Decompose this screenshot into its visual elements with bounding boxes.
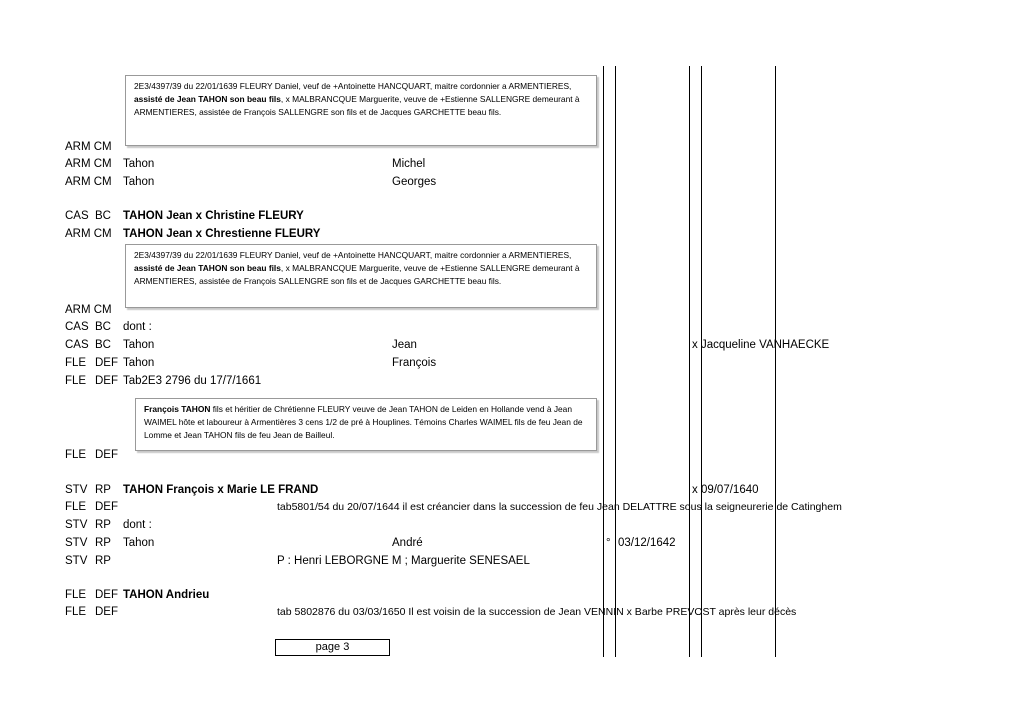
column-rule — [603, 66, 604, 657]
page-number-label: page 3 — [315, 641, 350, 653]
page-number-box — [275, 639, 390, 656]
note-box — [125, 244, 597, 308]
note-text: François TAHON fils et héritier de Chrétienne FLEURY veuve de Jean TAHON de Leiden en Hollande vend à Jean WAIMEL hôte et laboureur à Armentières 3 cens 1/2 de pré à Houplines. Témoins Charles WAIMEL fils de feu Jean de Lomme et Jean TAHON fils de feu Jean de Bailleul. — [144, 404, 583, 440]
column-rule — [615, 66, 616, 657]
note-box — [125, 75, 597, 146]
note-box — [135, 398, 597, 451]
column-rule — [701, 66, 702, 657]
note-text: 2E3/4397/39 du 22/01/1639 FLEURY Daniel, veuf de +Antoinette HANCQUART, maitre cordonnier a ARMENTIERES, assisté de Jean TAHON son beau fils, x MALBRANCQUE Marguerite, veuve de +Estienne SALLENGRE demeurant à ARMENTIERES, assistée de François SALLENGRE son fils et de Jacques GARCHETTE beau fils. — [134, 250, 580, 286]
column-rule — [689, 66, 690, 657]
column-rule — [775, 66, 776, 657]
note-text: 2E3/4397/39 du 22/01/1639 FLEURY Daniel, veuf de +Antoinette HANCQUART, maitre cordonnier a ARMENTIERES, assisté de Jean TAHON son beau fils, x MALBRANCQUE Marguerite, veuve de +Estienne SALLENGRE demeurant à ARMENTIERES, assistée de François SALLENGRE son fils et de Jacques GARCHETTE beau fils. — [134, 81, 580, 117]
